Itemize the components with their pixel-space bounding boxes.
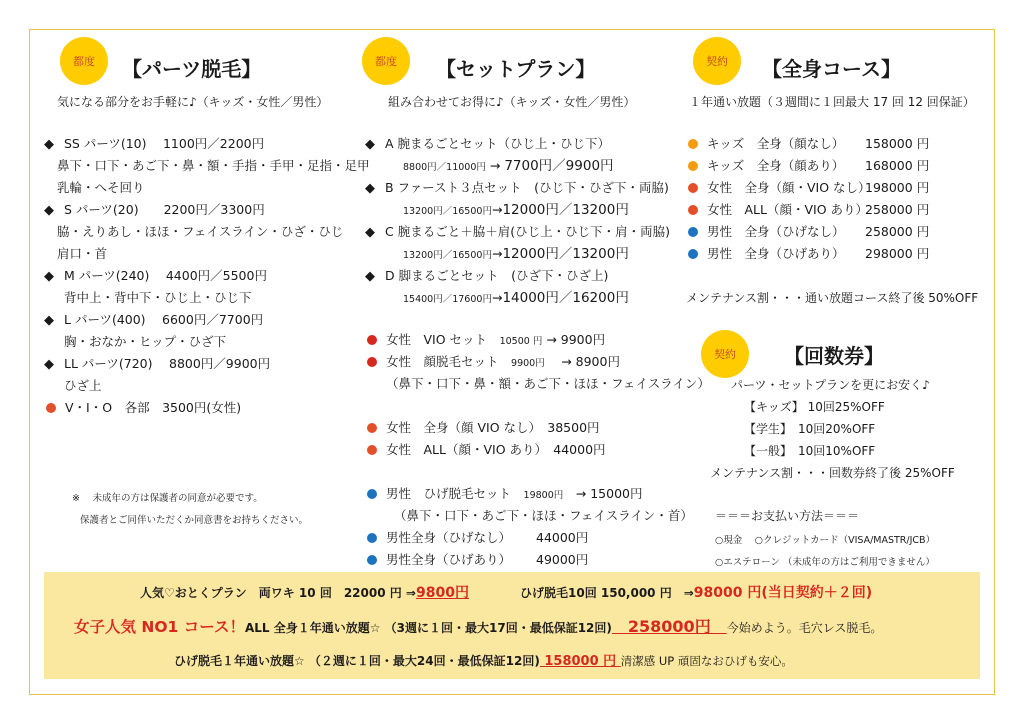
diamond-icon: ◆	[44, 137, 54, 152]
orange-dot-icon	[688, 161, 698, 171]
course-item: 男性 全身（ひげあり） 298000 円	[686, 244, 929, 264]
list-item-detail: 背中上・背中下・ひじ上・ひじ下	[64, 290, 252, 305]
per-visit-badge: 都度	[362, 37, 410, 85]
promo-line-1a: 人気♡おとくプラン 両ワキ 10 回 22000 円 ⇒9800円	[140, 585, 469, 601]
list-item: 女性 VIO セット 10500 円 → 9900円	[365, 330, 605, 352]
list-item: ◆ M パーツ(240) 4400円／5500円	[44, 266, 267, 287]
list-item-detail: 乳輪・へそ回り	[57, 180, 145, 195]
course-subtitle: １年通い放題（３週間に１回最大 17 回 12 回保証）	[689, 95, 975, 109]
diamond-icon: ◆	[365, 269, 375, 284]
contract-badge: 契約	[701, 330, 749, 378]
orange-red-dot-icon	[46, 403, 56, 413]
list-item: ◆ D 脚まるごとセット (ひざ下・ひざ上)	[365, 266, 608, 287]
set-plan-subtitle: 組み合わせてお得に♪（キッズ・女性／男性）	[388, 95, 636, 109]
list-item-detail: ひざ上	[64, 378, 102, 393]
promo-banner	[44, 572, 980, 679]
orange-red-dot-icon	[367, 423, 377, 433]
ticket-line: 【キッズ】 10回25%OFF	[744, 400, 885, 414]
contract-badge: 契約	[693, 37, 741, 85]
payment-line: ○現金 ○クレジットカード（VISA/MASTR/JCB）	[715, 535, 936, 546]
ticket-line: 【一般】 10回10%OFF	[744, 444, 876, 458]
blue-dot-icon	[367, 489, 377, 499]
list-item: ◆ B ファースト３点セット (ひじ下・ひざ下・両脇)	[365, 178, 669, 199]
list-item: ◆ L パーツ(400) 6600円／7700円	[44, 310, 263, 331]
ticket-line: 【学生】 10回20%OFF	[744, 422, 876, 436]
promo-line-1b: ひげ脱毛10回 150,000 円 ⇒98000 円(当日契約＋２回)	[520, 585, 873, 601]
course-item: 男性 全身（ひげなし） 258000 円	[686, 222, 929, 242]
list-item: V・I・O 各部 3500円(女性)	[44, 398, 241, 418]
orange-dot-icon	[688, 139, 698, 149]
payment-title: ＝＝＝お支払い方法＝＝＝	[715, 509, 860, 523]
red-dot-icon	[367, 357, 377, 367]
course-title: 【全身コース】	[762, 57, 901, 81]
price-line: 13200円／16500円→12000円／13200円	[403, 246, 629, 262]
course-item: キッズ 全身（顔あり） 168000 円	[686, 156, 929, 176]
course-maintenance: メンテナンス割・・・通い放題コース終了後 50%OFF	[686, 291, 979, 305]
list-item: 女性 全身（顔 VIO なし） 38500円	[365, 418, 600, 438]
price-line: 8800円／11000円 → 7700円／9900円	[403, 158, 614, 174]
list-item-detail: 鼻下・口下・あご下・鼻・額・手指・手甲・足指・足甲	[57, 158, 370, 173]
blue-dot-icon	[688, 227, 698, 237]
promo-line-3: ひげ脱毛１年通い放題☆ （２週に１回・最大24回・最低保証12回) 158000 円 清潔感 UP 頑固なおひげも安心。	[174, 654, 793, 669]
list-item: 男性全身（ひげあり） 49000円	[365, 550, 588, 570]
list-item: 男性全身（ひげなし） 44000円	[365, 528, 588, 548]
tickets-subtitle: パーツ・セットプランを更にお安く♪	[731, 378, 930, 392]
list-item: ◆ S パーツ(20) 2200円／3300円	[44, 200, 265, 221]
minor-note: 保護者とご同伴いただくか同意書をお持ちください。	[80, 515, 309, 526]
list-item: ◆ SS パーツ(10) 1100円／2200円	[44, 134, 264, 155]
blue-dot-icon	[367, 555, 377, 565]
diamond-icon: ◆	[44, 313, 54, 328]
price-line: 13200円／16500円→12000円／13200円	[403, 202, 629, 218]
course-item: 女性 全身（顔・VIO なし）198000 円	[686, 178, 929, 198]
per-visit-badge: 都度	[60, 37, 108, 85]
diamond-icon: ◆	[44, 357, 54, 372]
diamond-icon: ◆	[44, 203, 54, 218]
payment-line: ○エステローン （未成年の方はご利用できません）	[715, 557, 935, 568]
orange-red-dot-icon	[688, 183, 698, 193]
list-item-detail: 肩口・首	[57, 246, 108, 261]
list-item: 女性 顔脱毛セット 9900円 → 8900円	[365, 352, 620, 374]
minor-note: ※ 未成年の方は保護者の同意が必要です。	[72, 493, 263, 504]
price-line: 15400円／17600円→14000円／16200円	[403, 290, 629, 306]
diamond-icon: ◆	[365, 181, 375, 196]
blue-dot-icon	[367, 533, 377, 543]
red-dot-icon	[367, 335, 377, 345]
list-item-detail: （鼻下・口下・あご下・ほほ・フェイスライン・首）	[394, 508, 693, 523]
promo-line-2: 女子人気 NO1 コース！ALL 全身１年通い放題☆ （3週に１回・最大17回・最低保証12回) 258000円 今始めよう。毛穴レス脱毛。	[74, 617, 883, 636]
diamond-icon: ◆	[44, 269, 54, 284]
tickets-maintenance: メンテナンス割・・・回数券終了後 25%OFF	[710, 466, 955, 480]
list-item-detail: 脇・えりあし・ほほ・フェイスライン・ひざ・ひじ	[57, 224, 344, 239]
list-item: 男性 ひげ脱毛セット 19800円 → 15000円	[365, 484, 643, 506]
diamond-icon: ◆	[365, 225, 375, 240]
orange-red-dot-icon	[367, 445, 377, 455]
list-item: ◆ A 腕まるごとセット（ひじ上・ひじ下）	[365, 134, 610, 155]
list-item: ◆ C 腕まるごと＋脇＋肩(ひじ上・ひじ下・肩・両脇)	[365, 222, 670, 243]
parts-subtitle: 気になる部分をお手軽に♪（キッズ・女性／男性）	[57, 95, 329, 109]
list-item-detail: 胸・おなか・ヒップ・ひざ下	[64, 334, 227, 349]
set-plan-title: 【セットプラン】	[436, 57, 596, 81]
orange-red-dot-icon	[688, 205, 698, 215]
list-item: 女性 ALL（顔・VIO あり） 44000円	[365, 440, 606, 460]
list-item-detail: （鼻下・口下・鼻・額・あご下・ほほ・フェイスライン）	[386, 376, 710, 391]
parts-title: 【パーツ脱毛】	[122, 57, 262, 81]
course-item: 女性 ALL（顔・VIO あり）258000 円	[686, 200, 929, 220]
tickets-title: 【回数券】	[784, 344, 884, 368]
blue-dot-icon	[688, 249, 698, 259]
diamond-icon: ◆	[365, 137, 375, 152]
list-item: ◆ LL パーツ(720) 8800円／9900円	[44, 354, 270, 375]
course-item: キッズ 全身（顔なし） 158000 円	[686, 134, 929, 154]
